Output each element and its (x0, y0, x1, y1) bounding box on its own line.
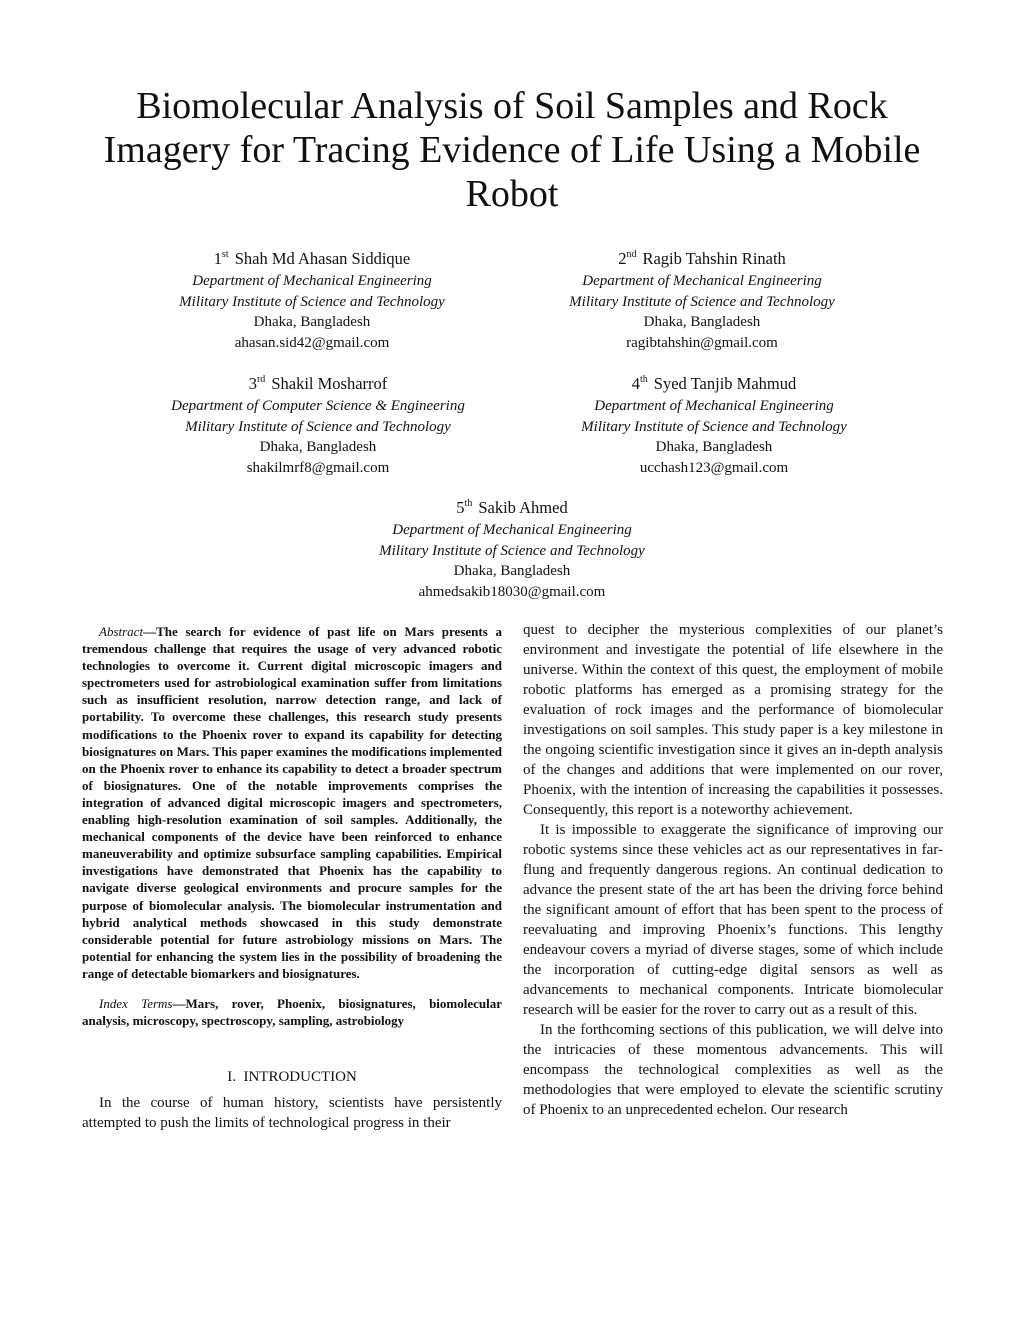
author-block-3 (108, 372, 528, 478)
author-department: Department of Mechanical Engineering (192, 273, 432, 289)
index-terms-text: Mars, rover, Phoenix, biosignatures, biomolecular analysis, microscopy, spectroscopy, sampling, astrobiology (82, 995, 502, 1029)
index-terms-label: Index Terms (99, 995, 173, 1011)
section-heading-introduction: I. INTRODUCTION (227, 1069, 357, 1086)
author-location: Dhaka, Bangladesh (259, 439, 377, 455)
author-email: shakilmrf8@gmail.com (246, 459, 390, 476)
abstract-label: Abstract (99, 624, 144, 639)
author-department: Department of Mechanical Engineering (594, 398, 834, 414)
author-location: Dhaka, Bangladesh (643, 314, 761, 330)
author-institute: Military Institute of Science and Technology (379, 542, 645, 559)
author-name: 1st Shah Md Ahasan Siddique (213, 249, 411, 268)
body-paragraph: In the forthcoming sections of this publication, we will delve into the intricacies of these momentous advancements. This will encompass the technological complexities as well as the methodologies that were employed to elevate the scientific scrutiny of Phoenix to an unprecedented echelon. Our research (523, 1022, 943, 1118)
author-name: 2nd Ragib Tahshin Rinath (618, 249, 786, 268)
author-institute: Military Institute of Science and Technology (179, 293, 445, 310)
author-email: ragibtahshin@gmail.com (626, 334, 778, 351)
right-column (523, 620, 943, 1120)
author-email: ahasan.sid42@gmail.com (234, 334, 390, 351)
author-location: Dhaka, Bangladesh (655, 439, 773, 455)
index-terms: Index Terms—Mars, rover, Phoenix, biosignatures, biomolecular analysis, microscopy, spectroscopy, sampling, astrobiology (82, 995, 502, 1029)
author-block-2 (492, 247, 912, 353)
author-institute: Military Institute of Science and Technology (185, 418, 451, 435)
author-name: 3rd Shakil Mosharrof (248, 374, 388, 393)
author-institute: Military Institute of Science and Technology (581, 418, 847, 435)
author-institute: Military Institute of Science and Technology (569, 293, 835, 310)
body-paragraph: quest to decipher the mysterious complexities of our planet’s environment and investigate the potential of life elsewhere in the universe. Within the context of this quest, the employment of mobile robotic platforms has emerged as a promising strategy for the evaluation of rock images and the performance of biomolecular investigations on soil samples. This study paper is a key milestone in the ongoing scientific investigation since it gives an in-depth analysis of the changes and additions that were implemented on our rover, Phoenix, with the intention of increasing the capabilities it possesses. Consequently, this report is a noteworthy achievement. (523, 622, 943, 818)
body-paragraph: It is impossible to exaggerate the significance of improving our robotic systems since these vehicles act as our representatives in far-flung and frequently dangerous regions. An continual dedication to advance the present state of the art has been the driving force behind the significant amount of effort that has been spent to the process of reevaluating and improving Phoenix’s functions. This lengthy endeavour covers a myriad of diverse stages, some of which include the incorporation of cutting-edge digital sensors as well as advancements to mechanical components. Intricate biomolecular research will be easier for the rover to carry out as a result of this. (523, 822, 943, 1018)
author-block-4 (504, 372, 924, 478)
author-block-5 (302, 496, 722, 602)
author-department: Department of Computer Science & Engineering (171, 398, 465, 414)
author-location: Dhaka, Bangladesh (253, 314, 371, 330)
abstract: Abstract—The search for evidence of past life on Mars presents a tremendous challenge that requires the usage of very advanced robotic technologies to overcome it. Current digital microscopic imagers and spectrometers used for astrobiological examination suffer from limitations such as insufficient resolution, narrow detection range, and lack of portability. To overcome these challenges, this research study presents modifications to the Phoenix rover to expand its capability for detecting biosignatures on Mars. This paper examines the modifications implemented on the Phoenix rover to enhance its capability to detect a broader spectrum of biosignatures. One of the notable improvements comprises the integration of advanced digital microscopic imagers and spectrometers, enabling high-resolution examination of soil samples. Additionally, the mechanical components of the device have been reinforced to enhance maneuverability and optimize subsurface sampling capabilities. Empirical investigations have demonstrated that Phoenix has the capability to navigate diverse geological environments and procure samples for the purpose of biomolecular analysis. The biomolecular instrumentation and hybrid analytical methods showcased in this study demonstrate considerable potential for future astrobiology missions on Mars. The potential for enhancing the system lies in the possibility of broadening the range of detectable biomarkers and biosignatures. (82, 624, 502, 981)
author-block-1 (102, 247, 522, 353)
author-email: ahmedsakib18030@gmail.com (418, 583, 606, 600)
author-email: ucchash123@gmail.com (639, 459, 789, 476)
left-column (82, 623, 502, 1133)
author-department: Department of Mechanical Engineering (582, 273, 822, 289)
author-name: 4th Syed Tanjib Mahmud (631, 374, 797, 393)
abstract-text: The search for evidence of past life on Mars presents a tremendous challenge that requires the usage of very advanced robotic technologies to overcome it. Current digital microscopic imagers and spectrometers used for astrobiological examination suffer from limitations such as insufficient resolution, narrow detection range, and lack of portability. To overcome these challenges, this research study presents modifications to the Phoenix rover to expand its capability for detecting biosignatures on Mars. This paper examines the modifications implemented on the Phoenix rover to enhance its capability to detect a broader spectrum of biosignatures. One of the notable improvements comprises the integration of advanced digital microscopic imagers and spectrometers, enabling high-resolution examination of soil samples. Additionally, the mechanical components of the device have been reinforced to enhance maneuverability and optimize subsurface sampling capabilities. Empirical investigations have demonstrated that Phoenix has the capability to navigate diverse geological environments and procure samples for the purpose of biomolecular analysis. The biomolecular instrumentation and hybrid analytical methods showcased in this study demonstrate considerable potential for future astrobiology missions on Mars. The potential for enhancing the system lies in the possibility of broadening the range of detectable biomarkers and biosignatures. (82, 624, 502, 981)
author-location: Dhaka, Bangladesh (453, 563, 571, 579)
intro-paragraph: In the course of human history, scientists have persistently attempted to push the limits of technological progress in their (82, 1095, 502, 1132)
author-name: 5th Sakib Ahmed (456, 498, 568, 517)
author-department: Department of Mechanical Engineering (392, 522, 632, 538)
paper-title: Biomolecular Analysis of Soil Samples and Rock Imagery for Tracing Evidence of Life Using a Mobile Robot (103, 85, 921, 215)
